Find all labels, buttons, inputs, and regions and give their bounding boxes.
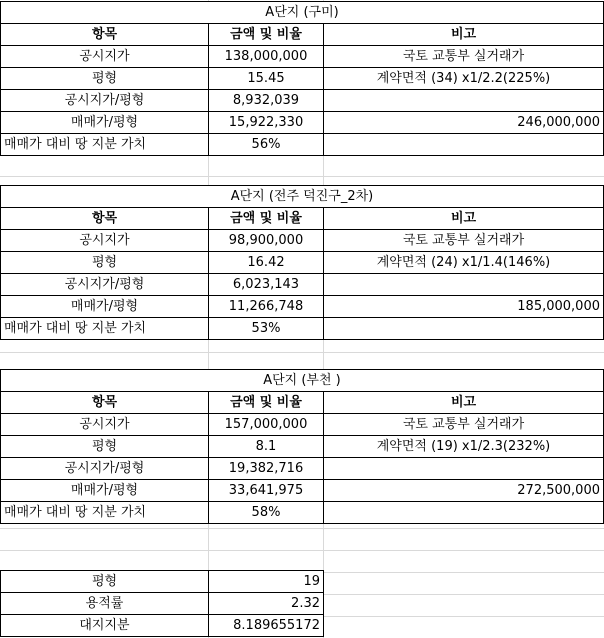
row-label[interactable]: 공시지가 xyxy=(1,46,209,68)
row-note[interactable]: 국토 교통부 실거래가 xyxy=(324,230,604,252)
row-note[interactable] xyxy=(324,134,604,156)
summary-label[interactable]: 평형 xyxy=(1,571,209,593)
row-note[interactable] xyxy=(324,458,604,480)
table-row xyxy=(1,46,604,68)
row-note[interactable] xyxy=(324,274,604,296)
row-label[interactable]: 공시지가/평형 xyxy=(1,90,209,112)
summary-label[interactable]: 대지지분 xyxy=(1,615,209,637)
header-item[interactable]: 항목 xyxy=(1,392,209,414)
header-note[interactable]: 비고 xyxy=(324,208,604,230)
row-value[interactable]: 98,900,000 xyxy=(209,230,324,252)
row-label[interactable]: 매매가 대비 땅 지분 가치 xyxy=(1,134,209,156)
row-value[interactable]: 11,266,748 xyxy=(209,296,324,318)
header-item[interactable]: 항목 xyxy=(1,24,209,46)
row-note[interactable]: 185,000,000 xyxy=(324,296,604,318)
row-note[interactable]: 계약면적 (24) x1/1.4(146%) xyxy=(324,252,604,274)
row-note[interactable]: 국토 교통부 실거래가 xyxy=(324,46,604,68)
row-note[interactable]: 272,500,000 xyxy=(324,480,604,502)
row-value[interactable]: 6,023,143 xyxy=(209,274,324,296)
row-value[interactable]: 16.42 xyxy=(209,252,324,274)
row-label[interactable]: 공시지가 xyxy=(1,230,209,252)
table-summary xyxy=(0,570,324,637)
row-label[interactable]: 평형 xyxy=(1,436,209,458)
table-row xyxy=(1,480,604,502)
row-note[interactable]: 국토 교통부 실거래가 xyxy=(324,414,604,436)
header-amount[interactable]: 금액 및 비율 xyxy=(209,208,324,230)
row-label[interactable]: 매매가 대비 땅 지분 가치 xyxy=(1,318,209,340)
row-label[interactable]: 공시지가 xyxy=(1,414,209,436)
row-label[interactable]: 공시지가/평형 xyxy=(1,274,209,296)
table-row xyxy=(1,436,604,458)
row-note[interactable] xyxy=(324,318,604,340)
row-value[interactable]: 15.45 xyxy=(209,68,324,90)
row-value[interactable]: 19,382,716 xyxy=(209,458,324,480)
row-value[interactable]: 58% xyxy=(209,502,324,524)
summary-value[interactable]: 19 xyxy=(209,571,324,593)
row-label[interactable]: 평형 xyxy=(1,252,209,274)
row-value[interactable]: 157,000,000 xyxy=(209,414,324,436)
row-value[interactable]: 8.1 xyxy=(209,436,324,458)
table-row xyxy=(1,68,604,90)
row-label[interactable]: 매매가/평형 xyxy=(1,296,209,318)
summary-label[interactable]: 용적률 xyxy=(1,593,209,615)
table-row xyxy=(1,252,604,274)
row-label[interactable]: 매매가/평형 xyxy=(1,112,209,134)
header-amount[interactable]: 금액 및 비율 xyxy=(209,392,324,414)
header-note[interactable]: 비고 xyxy=(324,392,604,414)
row-label[interactable]: 매매가 대비 땅 지분 가치 xyxy=(1,502,209,524)
summary-value[interactable]: 8.189655172 xyxy=(209,615,324,637)
row-value[interactable]: 53% xyxy=(209,318,324,340)
table-gumi xyxy=(0,1,604,156)
table-row xyxy=(1,571,324,593)
row-note[interactable]: 246,000,000 xyxy=(324,112,604,134)
row-label[interactable]: 평형 xyxy=(1,68,209,90)
table-row xyxy=(1,274,604,296)
table-row xyxy=(1,296,604,318)
row-value[interactable]: 138,000,000 xyxy=(209,46,324,68)
table-row xyxy=(1,112,604,134)
table-row xyxy=(1,90,604,112)
block-title[interactable]: A단지 (부천 ) xyxy=(1,370,604,392)
table-row xyxy=(1,502,604,524)
row-note[interactable] xyxy=(324,90,604,112)
row-value[interactable]: 15,922,330 xyxy=(209,112,324,134)
block-title[interactable]: A단지 (전주 덕진구_2차) xyxy=(1,186,604,208)
table-row xyxy=(1,134,604,156)
row-label[interactable]: 공시지가/평형 xyxy=(1,458,209,480)
block-title[interactable]: A단지 (구미) xyxy=(1,2,604,24)
table-row xyxy=(1,615,324,637)
header-note[interactable]: 비고 xyxy=(324,24,604,46)
row-note[interactable]: 계약면적 (34) x1/2.2(225%) xyxy=(324,68,604,90)
table-row xyxy=(1,318,604,340)
row-note[interactable]: 계약면적 (19) x1/2.3(232%) xyxy=(324,436,604,458)
table-jeonju xyxy=(0,185,604,340)
header-item[interactable]: 항목 xyxy=(1,208,209,230)
row-value[interactable]: 8,932,039 xyxy=(209,90,324,112)
table-row xyxy=(1,230,604,252)
header-amount[interactable]: 금액 및 비율 xyxy=(209,24,324,46)
table-row xyxy=(1,593,324,615)
row-value[interactable]: 33,641,975 xyxy=(209,480,324,502)
table-row xyxy=(1,414,604,436)
table-row xyxy=(1,458,604,480)
row-note[interactable] xyxy=(324,502,604,524)
summary-value[interactable]: 2.32 xyxy=(209,593,324,615)
table-bucheon xyxy=(0,369,604,524)
row-value[interactable]: 56% xyxy=(209,134,324,156)
row-label[interactable]: 매매가/평형 xyxy=(1,480,209,502)
